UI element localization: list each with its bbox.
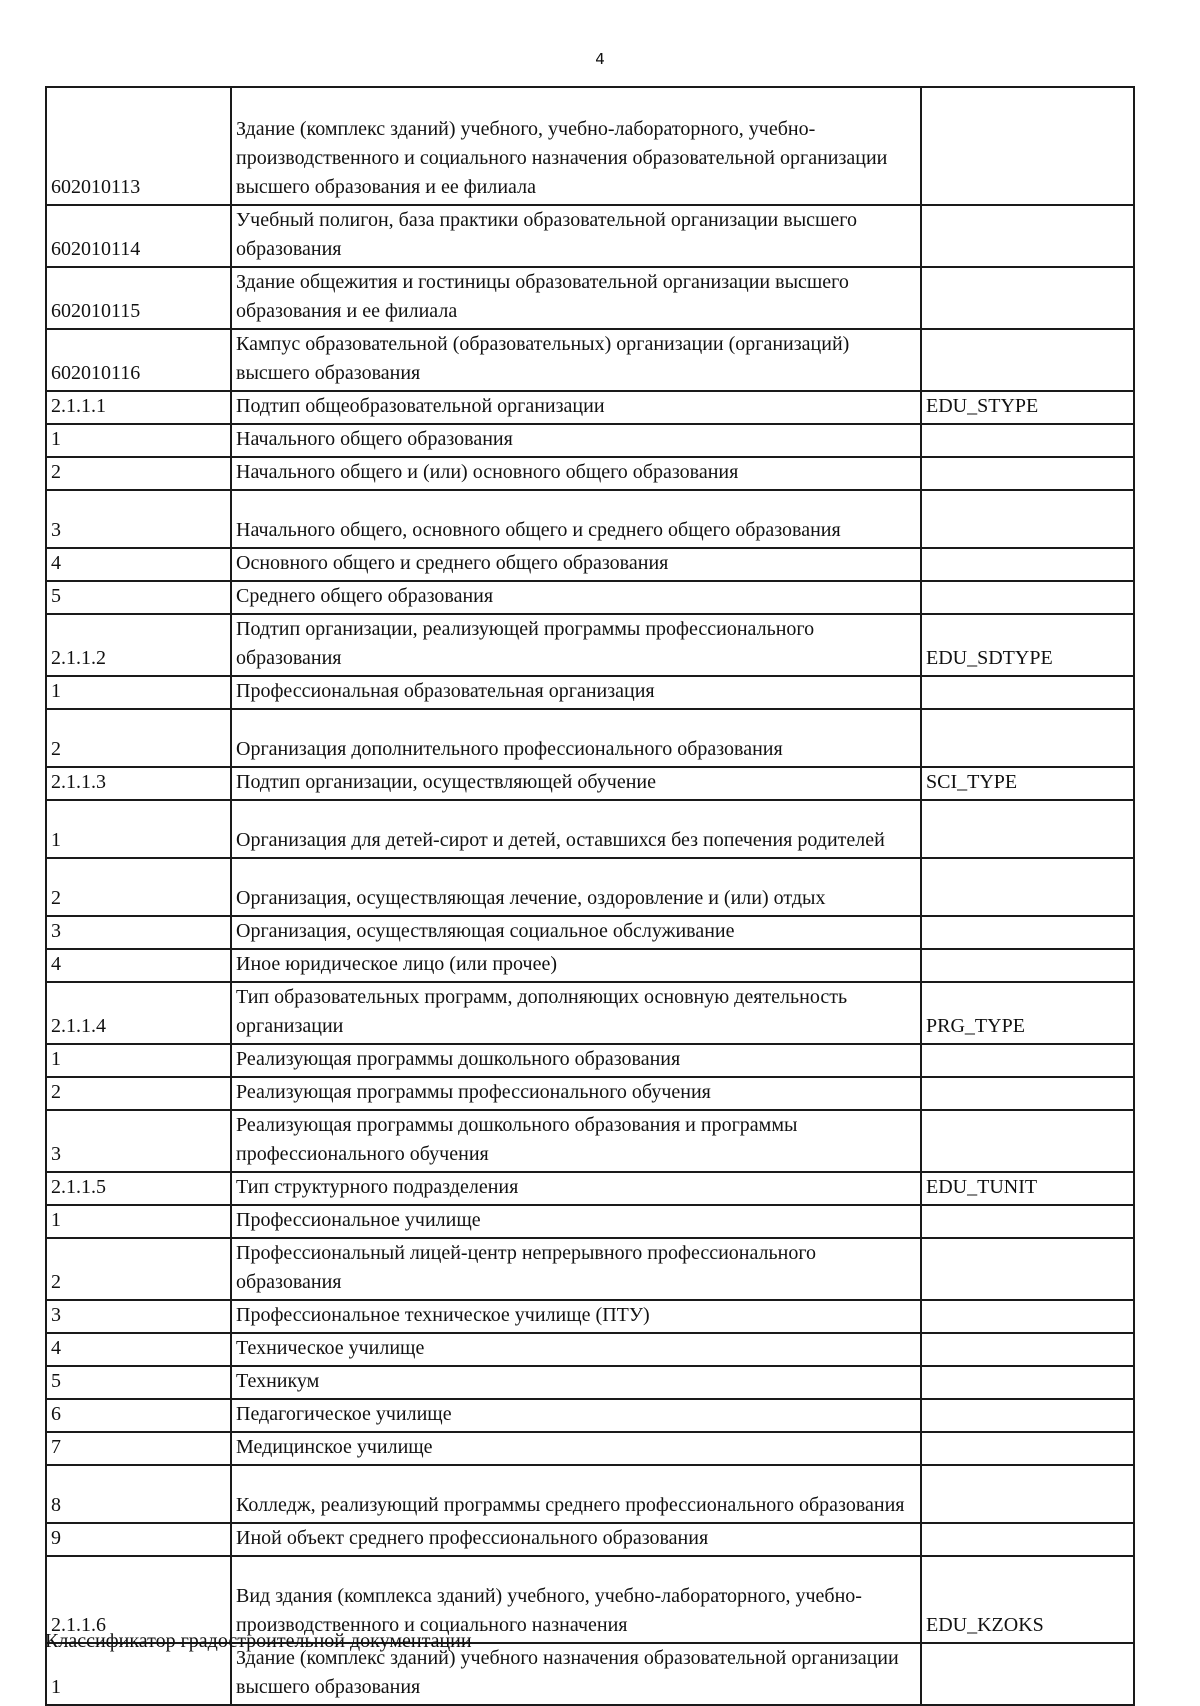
row-name-cell: Реализующая программы профессионального обучения [231,1077,921,1110]
table-row [46,329,1134,391]
row-attribute-cell [921,916,1134,949]
table-row [46,457,1134,490]
table-row [46,1172,1134,1205]
row-attribute-cell: SCI_TYPE [921,767,1134,800]
table-row [46,205,1134,267]
row-name-cell: Медицинское училище [231,1432,921,1465]
table-row [46,1432,1134,1465]
row-name-cell: Реализующая программы дошкольного образования [231,1044,921,1077]
row-attribute-cell: EDU_STYPE [921,391,1134,424]
row-name-cell: Кампус образовательной (образовательных) организации (организаций) высшего образования [231,329,921,391]
row-attribute-cell [921,548,1134,581]
row-name-cell: Тип структурного подразделения [231,1172,921,1205]
row-attribute-cell [921,1643,1134,1705]
row-name-cell: Педагогическое училище [231,1399,921,1432]
row-attribute-cell [921,1432,1134,1465]
row-attribute-cell: EDU_TUNIT [921,1172,1134,1205]
row-attribute-cell [921,709,1134,767]
table-row [46,391,1134,424]
row-attribute-cell [921,581,1134,614]
table-row [46,267,1134,329]
row-code-cell: 2 [46,1238,231,1300]
row-name-cell: Организация, осуществляющая лечение, оздоровление и (или) отдых [231,858,921,916]
row-attribute-cell [921,205,1134,267]
row-name-cell: Иное юридическое лицо (или прочее) [231,949,921,982]
row-code-cell: 602010115 [46,267,231,329]
row-name-cell: Профессиональный лицей-центр непрерывного профессионального образования [231,1238,921,1300]
row-code-cell: 2 [46,457,231,490]
row-name-cell: Профессиональное техническое училище (ПТУ) [231,1300,921,1333]
row-name-cell: Начального общего, основного общего и среднего общего образования [231,490,921,548]
row-name-cell: Организация для детей-сирот и детей, оставшихся без попечения родителей [231,800,921,858]
table-row [46,87,1134,205]
table-row [46,1238,1134,1300]
row-code-cell: 3 [46,1110,231,1172]
table-row [46,1366,1134,1399]
row-code-cell: 3 [46,1300,231,1333]
row-name-cell: Здание общежития и гостиницы образовательной организации высшего образования и ее филиала [231,267,921,329]
row-attribute-cell [921,1077,1134,1110]
table-row [46,982,1134,1044]
row-attribute-cell [921,424,1134,457]
table-row [46,709,1134,767]
row-name-cell: Учебный полигон, база практики образовательной организации высшего образования [231,205,921,267]
row-name-cell: Подтип организации, реализующей программы профессионального образования [231,614,921,676]
row-code-cell: 1 [46,800,231,858]
table-row [46,1205,1134,1238]
table-row [46,1044,1134,1077]
table-row [46,1399,1134,1432]
table-row [46,614,1134,676]
row-name-cell: Здание (комплекс зданий) учебного назначения образовательной организации высшего образования [231,1643,921,1705]
row-code-cell: 2 [46,858,231,916]
row-name-cell: Техническое училище [231,1333,921,1366]
table-row [46,858,1134,916]
row-code-cell: 2.1.1.4 [46,982,231,1044]
row-name-cell: Основного общего и среднего общего образования [231,548,921,581]
row-code-cell: 8 [46,1465,231,1523]
row-attribute-cell [921,858,1134,916]
row-code-cell: 3 [46,916,231,949]
row-code-cell: 5 [46,581,231,614]
row-code-cell: 602010114 [46,205,231,267]
row-attribute-cell [921,267,1134,329]
row-name-cell: Иной объект среднего профессионального образования [231,1523,921,1556]
table-row [46,424,1134,457]
row-name-cell: Здание (комплекс зданий) учебного, учебно-лабораторного, учебно-производственного и социального назначения образовательной организации высшего образования и ее филиала [231,87,921,205]
row-name-cell: Техникум [231,1366,921,1399]
row-code-cell: 2 [46,709,231,767]
row-attribute-cell [921,457,1134,490]
row-attribute-cell [921,1238,1134,1300]
table-row [46,949,1134,982]
table-row [46,1465,1134,1523]
row-attribute-cell: PRG_TYPE [921,982,1134,1044]
row-attribute-cell [921,1044,1134,1077]
row-name-cell: Тип образовательных программ, дополняющих основную деятельность организации [231,982,921,1044]
row-name-cell: Профессиональное училище [231,1205,921,1238]
table-row [46,1523,1134,1556]
table-row [46,916,1134,949]
table-row [46,548,1134,581]
row-attribute-cell [921,87,1134,205]
row-attribute-cell [921,1366,1134,1399]
row-attribute-cell [921,1399,1134,1432]
row-attribute-cell [921,1205,1134,1238]
row-attribute-cell [921,1333,1134,1366]
row-attribute-cell [921,949,1134,982]
row-name-cell: Подтип организации, осуществляющей обучение [231,767,921,800]
table-row [46,581,1134,614]
row-code-cell: 1 [46,676,231,709]
classifier-table [45,86,1135,1706]
row-name-cell: Начального общего и (или) основного общего образования [231,457,921,490]
row-code-cell: 2 [46,1077,231,1110]
row-code-cell: 602010113 [46,87,231,205]
row-code-cell: 1 [46,1044,231,1077]
row-attribute-cell [921,1110,1134,1172]
row-code-cell: 1 [46,1643,231,1705]
row-name-cell: Подтип общеобразовательной организации [231,391,921,424]
row-code-cell: 4 [46,1333,231,1366]
row-name-cell: Реализующая программы дошкольного образования и программы профессионального обучения [231,1110,921,1172]
row-code-cell: 2.1.1.2 [46,614,231,676]
document-footer: Классификатор градостроительной документации [45,1630,472,1652]
row-attribute-cell [921,676,1134,709]
table-row [46,676,1134,709]
row-code-cell: 2.1.1.6 [46,1556,231,1643]
table-row [46,1077,1134,1110]
row-code-cell: 2.1.1.1 [46,391,231,424]
row-code-cell: 3 [46,490,231,548]
row-attribute-cell [921,800,1134,858]
row-code-cell: 4 [46,548,231,581]
row-attribute-cell: EDU_SDTYPE [921,614,1134,676]
classifier-table-body [46,87,1134,1705]
row-code-cell: 1 [46,1205,231,1238]
row-attribute-cell [921,1300,1134,1333]
row-code-cell: 9 [46,1523,231,1556]
table-row [46,490,1134,548]
row-attribute-cell [921,1465,1134,1523]
table-row [46,1333,1134,1366]
row-code-cell: 5 [46,1366,231,1399]
row-name-cell: Вид здания (комплекса зданий) учебного, учебно-лабораторного, учебно-производственного и социального назначения [231,1556,921,1643]
row-name-cell: Колледж, реализующий программы среднего профессионального образования [231,1465,921,1523]
row-name-cell: Начального общего образования [231,424,921,457]
table-row [46,767,1134,800]
row-code-cell: 602010116 [46,329,231,391]
page-number: 4 [595,50,605,68]
row-name-cell: Среднего общего образования [231,581,921,614]
row-attribute-cell: EDU_KZOKS [921,1556,1134,1643]
row-code-cell: 4 [46,949,231,982]
row-name-cell: Организация дополнительного профессионального образования [231,709,921,767]
row-attribute-cell [921,490,1134,548]
table-row [46,1300,1134,1333]
row-attribute-cell [921,1523,1134,1556]
row-code-cell: 2.1.1.5 [46,1172,231,1205]
table-row [46,800,1134,858]
row-code-cell: 7 [46,1432,231,1465]
row-name-cell: Организация, осуществляющая социальное обслуживание [231,916,921,949]
row-code-cell: 6 [46,1399,231,1432]
table-row [46,1110,1134,1172]
row-code-cell: 1 [46,424,231,457]
row-code-cell: 2.1.1.3 [46,767,231,800]
row-attribute-cell [921,329,1134,391]
row-name-cell: Профессиональная образовательная организация [231,676,921,709]
